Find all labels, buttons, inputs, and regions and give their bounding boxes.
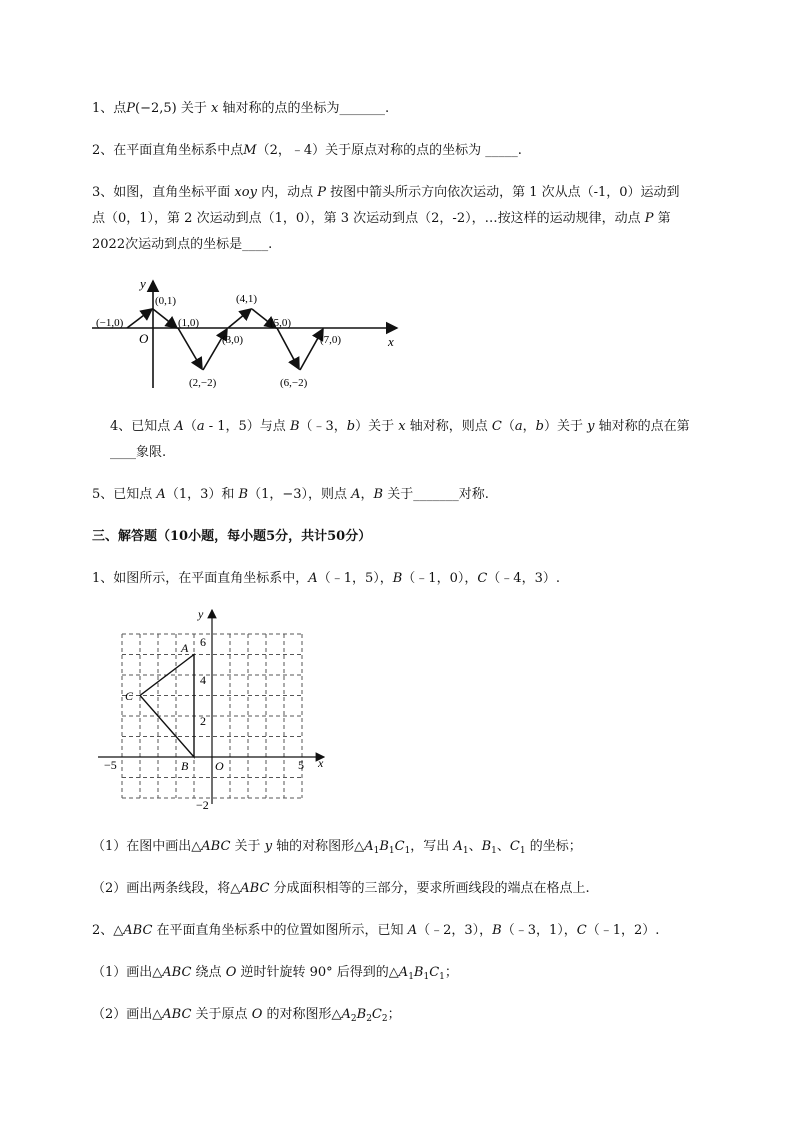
axis-y-label: y — [198, 607, 204, 621]
fill-q4-line2: ____象限. — [110, 445, 167, 460]
grid-figure — [92, 604, 342, 814]
tick-6: 6 — [200, 635, 206, 649]
fill-q1: 1、点P(−2,5) 关于 x 轴对称的点的坐标为_______. — [92, 101, 390, 116]
point-a-label: A — [181, 641, 189, 655]
triangle-abc — [140, 655, 194, 758]
label-3-0: (3,0) — [222, 334, 244, 346]
fill-q3-line1: 3、如图，直角坐标平面 xoy 内，动点 P 按图中箭头所示方向依次运动，第 1 次从点（-1，0）运动到 — [92, 185, 680, 200]
label-4-1: (4,1) — [236, 293, 258, 305]
section-3-title: 三、解答题（10小题，每小题5分，共计50分） — [92, 529, 372, 544]
tick-5: 5 — [298, 758, 304, 772]
fill-q4-line1: 4、已知点 A（a - 1，5）与点 B（﹣3，b）关于 x 轴对称，则点 C（a，b）关于 y 轴对称的点在第 — [110, 419, 690, 434]
tick-4: 4 — [200, 673, 206, 687]
fill-q3-line2: 点（0，1），第 2 次运动到点（1，0），第 3 次运动到点（2，-2），…按这样的运动规律，动点 P 第 — [92, 211, 671, 226]
origin-label: O — [139, 331, 149, 346]
label-5-0: (5,0) — [270, 317, 292, 329]
label-2-neg2: (2,−2) — [189, 377, 217, 389]
motion-figure — [92, 276, 412, 396]
fill-q5: 5、已知点 A（1，3）和 B（1，−3），则点 A，B 关于_______对称. — [92, 487, 489, 502]
origin-label: O — [215, 759, 224, 773]
solve-q1-part2: （2）画出两条线段，将△ABC 分成面积相等的三部分，要求所画线段的端点在格点上. — [92, 881, 590, 896]
axis-x-label: x — [388, 334, 394, 349]
tick-2: 2 — [200, 714, 206, 728]
point-b-label: B — [181, 759, 189, 773]
axis-y-label: y — [140, 276, 146, 291]
solve-q2-part2: （2）画出△ABC 关于原点 O 的对称图形$\triangle A_2B_2C_2$； — [92, 1007, 401, 1024]
solve-q2-part1: （1）画出△ABC 绕点 O 逆时针旋转 90° 后得到的$\triangle A_1B_1C_1$； — [92, 965, 458, 982]
axis-x-label: x — [318, 756, 324, 770]
label-6-neg2: (6,−2) — [280, 377, 308, 389]
solve-q2-intro: 2、△ABC 在平面直角坐标系中的位置如图所示，已知 A（﹣2，3），B（﹣3，1），C（﹣1，2）. — [92, 923, 660, 938]
label-neg1-0: (−1,0) — [96, 317, 124, 329]
label-1-0: (1,0) — [178, 317, 200, 329]
point-c-label: C — [125, 689, 134, 703]
label-0-1: (0,1) — [155, 295, 177, 307]
tick-neg5: −5 — [104, 758, 117, 772]
fill-q3-line3: 2022次运动到点的坐标是____. — [92, 237, 273, 252]
solve-q1-part1: （1）在图中画出△ABC 关于 y 轴的对称图形$\triangle A_1B_1C_1$，写出 $A_1$、$B_1$、$C_1$ 的坐标； — [92, 839, 582, 856]
solve-q1-intro: 1、如图所示，在平面直角坐标系中，A（﹣1，5），B（﹣1，0），C（﹣4，3）. — [92, 571, 560, 586]
fill-q2: 2、在平面直角坐标系中点M（2，﹣4）关于原点对称的点的坐标为 _____. — [92, 143, 522, 158]
tick-neg2: −2 — [196, 798, 209, 812]
label-7-0: (7,0) — [320, 334, 342, 346]
